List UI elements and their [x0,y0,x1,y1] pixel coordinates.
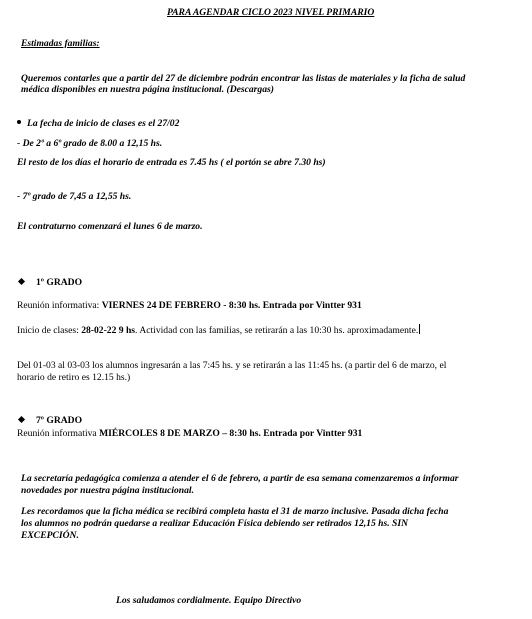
first-grade-meeting [17,300,362,312]
text-cursor [419,324,420,334]
ficha-medica-line-1: Les recordamos que la ficha médica se recibirá completa hasta el 31 de marzo inclusive. Pasada dicha fecha [21,506,449,517]
ficha-medica-line-3: EXCEPCIÓN. [21,530,79,541]
grade-7-schedule: - 7º grado de 7,45 a 12,55 hs. [17,191,132,202]
diamond-bullet-icon [18,416,25,423]
first-grade-schedule-line-2: horario de retiro es 12.15 hs.) [17,372,131,383]
diamond-bullet-icon [18,278,25,285]
page-title: PARA AGENDAR CICLO 2023 NIVEL PRIMARIO [167,7,375,18]
contraturno-note: El contraturno comenzará el lunes 6 de marzo. [17,221,203,232]
first-grade-start-date: 28-02-22 9 hs [81,325,136,336]
first-grade-heading-text: 1º GRADO [36,277,83,288]
first-grade-heading [19,277,82,289]
first-grade-start-rest: . Actividad con las familias, se retirarán a las 10:30 hs. aproximadamente. [135,325,419,336]
first-grade-start [17,324,420,337]
seventh-grade-meeting [17,428,362,440]
intro-line-2: médica disponibles en nuestra página institucional. (Descargas) [21,84,274,95]
first-grade-meeting-label: Reunión informativa: [17,300,102,311]
seventh-grade-meeting-label: Reunión informativa [17,428,100,439]
first-grade-schedule-line-1: Del 01-03 al 03-03 los alumnos ingresarán a las 7:45 hs. y se retirarán a las 11:45 hs. (a partir del 6 de marzo, el [17,360,447,371]
first-grade-start-label: Inicio de clases: [17,325,82,336]
secretaria-line-1: La secretaría pedagógica comienza a atender el 6 de febrero, a partir de esa semana comenzaremos a informar [21,473,459,484]
ficha-medica-line-2: los alumnos no podrán quedarse a realizar Educación Física debiendo ser retirados 12,15 hs. SIN [21,518,409,529]
grades-2-6-schedule: - De 2º a 6º grado de 8.00 a 12,15 hs. [17,138,163,149]
closing-signature: Los saludamos cordialmente. Equipo Directivo [116,595,302,606]
intro-line-1: Queremos contarles que a partir del 27 de diciembre podrán encontrar las listas de materiales y la ficha de salud [21,73,466,84]
secretaria-line-2: novedades por nuestra página institucional. [21,485,194,496]
rest-days-schedule: El resto de los días el horario de entrada es 7.45 hs ( el portón se abre 7.30 hs) [17,157,326,168]
seventh-grade-heading [19,415,82,427]
first-grade-meeting-detail: VIERNES 24 DE FEBRERO - 8:30 hs. Entrada por Vintter 931 [101,300,362,311]
greeting: Estimadas familias: [21,38,100,49]
start-date-text: La fecha de inicio de clases es el 27/02 [27,118,180,129]
start-date-item [17,118,179,130]
seventh-grade-heading-text: 7º GRADO [36,415,83,426]
bullet-icon [17,120,21,124]
seventh-grade-meeting-detail: MIÉRCOLES 8 DE MARZO – 8:30 hs. Entrada por Vintter 931 [99,428,363,439]
